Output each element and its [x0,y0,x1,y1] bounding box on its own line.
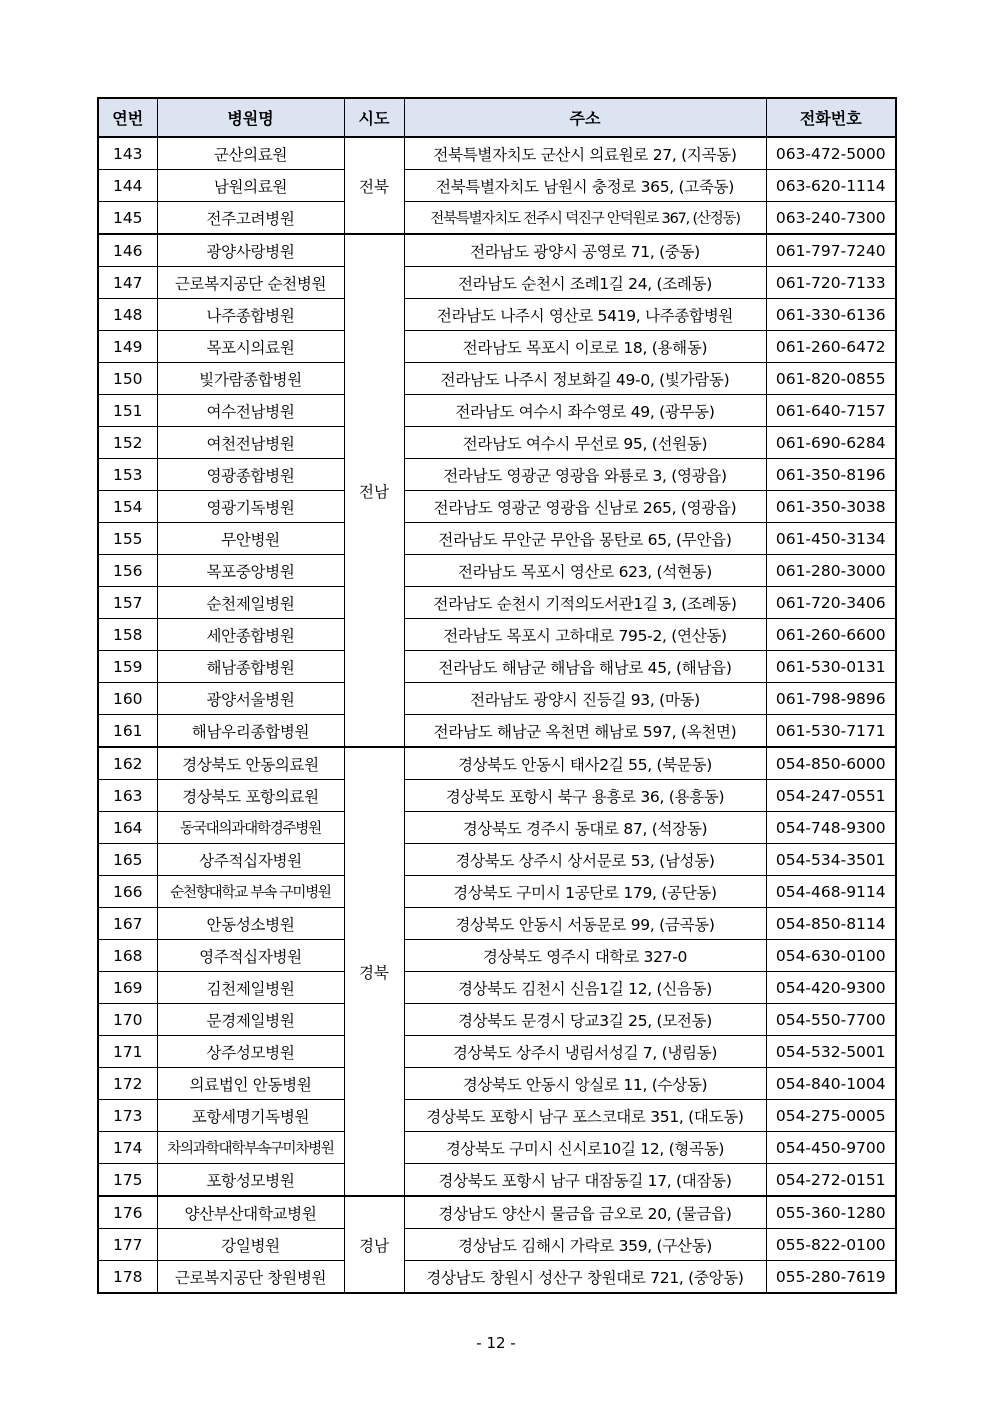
table-row [98,619,896,651]
hospital-address: 전라남도 영광군 영광읍 신남로 265, (영광읍) [404,491,766,523]
hospital-phone: 054-850-8114 [766,908,896,940]
hospital-name: 영광종합병원 [157,459,344,491]
hospital-name: 광양사랑병원 [157,234,344,267]
row-number: 174 [98,1132,157,1164]
table-row [98,747,896,780]
hospital-name: 양산부산대학교병원 [157,1196,344,1229]
page-number: - 12 - [476,1334,516,1352]
hospital-phone: 054-468-9114 [766,876,896,908]
hospital-name: 영광기독병원 [157,491,344,523]
row-number: 152 [98,427,157,459]
row-number: 163 [98,780,157,812]
hospital-phone: 061-450-3134 [766,523,896,555]
hospital-phone: 054-247-0551 [766,780,896,812]
hospital-address: 경상북도 포항시 남구 대잠동길 17, (대잠동) [404,1164,766,1197]
hospital-address: 경상북도 김천시 신음1길 12, (신음동) [404,972,766,1004]
hospital-name: 목포중앙병원 [157,555,344,587]
hospital-phone: 061-260-6600 [766,619,896,651]
table-row [98,491,896,523]
hospital-name: 순천제일병원 [157,587,344,619]
hospital-name: 의료법인 안동병원 [157,1068,344,1100]
hospital-address: 경상남도 창원시 성산구 창원대로 721, (중앙동) [404,1261,766,1294]
hospital-phone: 061-820-0855 [766,363,896,395]
table-row [98,587,896,619]
hospital-name: 여천전남병원 [157,427,344,459]
hospital-name: 근로복지공단 창원병원 [157,1261,344,1294]
row-number: 177 [98,1229,157,1261]
hospital-phone: 054-532-5001 [766,1036,896,1068]
hospital-name: 여수전남병원 [157,395,344,427]
hospital-phone: 061-280-3000 [766,555,896,587]
table-row [98,812,896,844]
hospital-phone: 061-720-7133 [766,267,896,299]
row-number: 168 [98,940,157,972]
hospital-phone: 055-280-7619 [766,1261,896,1294]
hospital-phone: 054-275-0005 [766,1100,896,1132]
header-region: 시도 [344,98,404,137]
table-row [98,715,896,748]
region-cell: 전남 [344,234,404,747]
row-number: 147 [98,267,157,299]
hospital-phone: 061-530-7171 [766,715,896,748]
hospital-phone: 063-240-7300 [766,202,896,235]
hospital-address: 전북특별자치도 남원시 충정로 365, (고죽동) [404,170,766,202]
region-cell: 경남 [344,1196,404,1293]
table-row [98,876,896,908]
table-row [98,363,896,395]
table-row [98,427,896,459]
hospital-address: 전라남도 영광군 영광읍 와룡로 3, (영광읍) [404,459,766,491]
hospital-address: 전라남도 광양시 진등길 93, (마동) [404,683,766,715]
hospital-phone: 061-690-6284 [766,427,896,459]
header-num: 연번 [98,98,157,137]
row-number: 164 [98,812,157,844]
hospital-address: 전라남도 해남군 해남읍 해남로 45, (해남읍) [404,651,766,683]
table-row [98,1196,896,1229]
row-number: 154 [98,491,157,523]
row-number: 167 [98,908,157,940]
header-name: 병원명 [157,98,344,137]
table-row [98,1036,896,1068]
hospital-address: 경상북도 상주시 냉림서성길 7, (냉림동) [404,1036,766,1068]
hospital-name: 근로복지공단 순천병원 [157,267,344,299]
hospital-name: 포항성모병원 [157,1164,344,1197]
hospital-name: 남원의료원 [157,170,344,202]
hospital-address: 전라남도 순천시 조례1길 24, (조례동) [404,267,766,299]
hospital-name: 포항세명기독병원 [157,1100,344,1132]
row-number: 160 [98,683,157,715]
hospital-name: 동국대의과대학경주병원 [157,812,344,844]
row-number: 178 [98,1261,157,1294]
hospital-name: 순천향대학교 부속 구미병원 [157,876,344,908]
row-number: 143 [98,137,157,170]
table-row [98,459,896,491]
row-number: 173 [98,1100,157,1132]
row-number: 162 [98,747,157,780]
hospital-name: 광양서울병원 [157,683,344,715]
hospital-address: 전라남도 광양시 공영로 71, (중동) [404,234,766,267]
hospital-name: 문경제일병원 [157,1004,344,1036]
hospital-address: 경상북도 경주시 동대로 87, (석장동) [404,812,766,844]
table-row [98,331,896,363]
row-number: 171 [98,1036,157,1068]
hospital-phone: 061-798-9896 [766,683,896,715]
table-row [98,395,896,427]
hospital-address: 전북특별자치도 전주시 덕진구 안덕원로 367, (산정동) [404,202,766,235]
hospital-name: 해남우리종합병원 [157,715,344,748]
hospital-address: 경상북도 포항시 북구 용흥로 36, (용흥동) [404,780,766,812]
table-row [98,137,896,170]
hospital-phone: 063-620-1114 [766,170,896,202]
row-number: 148 [98,299,157,331]
table-row [98,651,896,683]
hospital-address: 경상북도 구미시 1공단로 179, (공단동) [404,876,766,908]
hospital-address: 경상북도 상주시 상서문로 53, (남성동) [404,844,766,876]
table-row [98,1100,896,1132]
hospital-address: 전라남도 여수시 좌수영로 49, (광무동) [404,395,766,427]
hospital-address: 경상북도 영주시 대학로 327-0 [404,940,766,972]
hospital-name: 영주적십자병원 [157,940,344,972]
hospital-address: 경상북도 구미시 신시로10길 12, (형곡동) [404,1132,766,1164]
hospital-address: 경상북도 안동시 태사2길 55, (북문동) [404,747,766,780]
table-row [98,267,896,299]
row-number: 144 [98,170,157,202]
row-number: 149 [98,331,157,363]
row-number: 155 [98,523,157,555]
hospital-phone: 055-360-1280 [766,1196,896,1229]
hospital-address: 경상남도 김해시 가락로 359, (구산동) [404,1229,766,1261]
hospital-address: 전라남도 순천시 기적의도서관1길 3, (조례동) [404,587,766,619]
row-number: 161 [98,715,157,748]
hospital-name: 강일병원 [157,1229,344,1261]
hospital-phone: 061-797-7240 [766,234,896,267]
hospital-name: 목포시의료원 [157,331,344,363]
hospital-phone: 061-350-3038 [766,491,896,523]
row-number: 158 [98,619,157,651]
hospital-phone: 054-550-7700 [766,1004,896,1036]
row-number: 172 [98,1068,157,1100]
table-row [98,683,896,715]
hospital-phone: 061-330-6136 [766,299,896,331]
hospital-name: 군산의료원 [157,137,344,170]
hospital-address: 경상북도 문경시 당교3길 25, (모전동) [404,1004,766,1036]
table-row [98,1068,896,1100]
table-row [98,972,896,1004]
row-number: 165 [98,844,157,876]
table-row [98,1229,896,1261]
hospital-table [97,97,897,1294]
hospital-name: 나주종합병원 [157,299,344,331]
hospital-address: 경상남도 양산시 물금읍 금오로 20, (물금읍) [404,1196,766,1229]
row-number: 156 [98,555,157,587]
hospital-phone: 054-450-9700 [766,1132,896,1164]
table-row [98,523,896,555]
row-number: 146 [98,234,157,267]
table-row [98,844,896,876]
hospital-name: 세안종합병원 [157,619,344,651]
table-row [98,908,896,940]
hospital-name: 해남종합병원 [157,651,344,683]
region-cell: 경북 [344,747,404,1196]
hospital-address: 전북특별자치도 군산시 의료원로 27, (지곡동) [404,137,766,170]
hospital-address: 전라남도 목포시 고하대로 795-2, (연산동) [404,619,766,651]
hospital-phone: 054-420-9300 [766,972,896,1004]
hospital-name: 무안병원 [157,523,344,555]
hospital-address: 경상북도 포항시 남구 포스코대로 351, (대도동) [404,1100,766,1132]
hospital-phone: 063-472-5000 [766,137,896,170]
table-row [98,555,896,587]
table-row [98,780,896,812]
hospital-address: 전라남도 목포시 이로로 18, (용해동) [404,331,766,363]
hospital-address: 전라남도 나주시 정보화길 49-0, (빛가람동) [404,363,766,395]
hospital-phone: 055-822-0100 [766,1229,896,1261]
hospital-phone: 061-530-0131 [766,651,896,683]
table-row [98,1004,896,1036]
hospital-phone: 061-350-8196 [766,459,896,491]
hospital-address: 경상북도 안동시 서동문로 99, (금곡동) [404,908,766,940]
hospital-address: 전라남도 무안군 무안읍 몽탄로 65, (무안읍) [404,523,766,555]
table-body [98,137,896,1293]
header-address: 주소 [404,98,766,137]
table-row [98,170,896,202]
hospital-address: 전라남도 나주시 영산로 5419, 나주종합병원 [404,299,766,331]
hospital-address: 경상북도 안동시 앙실로 11, (수상동) [404,1068,766,1100]
hospital-name: 경상북도 포항의료원 [157,780,344,812]
row-number: 150 [98,363,157,395]
row-number: 145 [98,202,157,235]
hospital-address: 전라남도 목포시 영산로 623, (석현동) [404,555,766,587]
row-number: 170 [98,1004,157,1036]
hospital-phone: 054-534-3501 [766,844,896,876]
row-number: 175 [98,1164,157,1197]
row-number: 176 [98,1196,157,1229]
hospital-name: 차의과학대학부속구미차병원 [157,1132,344,1164]
region-cell: 전북 [344,137,404,234]
table-row [98,1164,896,1197]
hospital-phone: 054-272-0151 [766,1164,896,1197]
row-number: 169 [98,972,157,1004]
hospital-phone: 061-640-7157 [766,395,896,427]
row-number: 151 [98,395,157,427]
header-phone: 전화번호 [766,98,896,137]
hospital-phone: 054-840-1004 [766,1068,896,1100]
table-header-row [98,98,896,137]
table-row [98,1132,896,1164]
hospital-phone: 061-720-3406 [766,587,896,619]
hospital-address: 전라남도 해남군 옥천면 해남로 597, (옥천면) [404,715,766,748]
table-row [98,299,896,331]
table-row [98,940,896,972]
row-number: 166 [98,876,157,908]
hospital-phone: 054-748-9300 [766,812,896,844]
hospital-phone: 054-630-0100 [766,940,896,972]
hospital-name: 김천제일병원 [157,972,344,1004]
hospital-phone: 061-260-6472 [766,331,896,363]
hospital-phone: 054-850-6000 [766,747,896,780]
table-row [98,202,896,235]
hospital-name: 상주적십자병원 [157,844,344,876]
row-number: 159 [98,651,157,683]
hospital-name: 상주성모병원 [157,1036,344,1068]
table-row [98,1261,896,1294]
hospital-address: 전라남도 여수시 무선로 95, (선원동) [404,427,766,459]
hospital-name: 전주고려병원 [157,202,344,235]
hospital-name: 안동성소병원 [157,908,344,940]
row-number: 157 [98,587,157,619]
row-number: 153 [98,459,157,491]
hospital-name: 경상북도 안동의료원 [157,747,344,780]
table-row [98,234,896,267]
hospital-name: 빛가람종합병원 [157,363,344,395]
